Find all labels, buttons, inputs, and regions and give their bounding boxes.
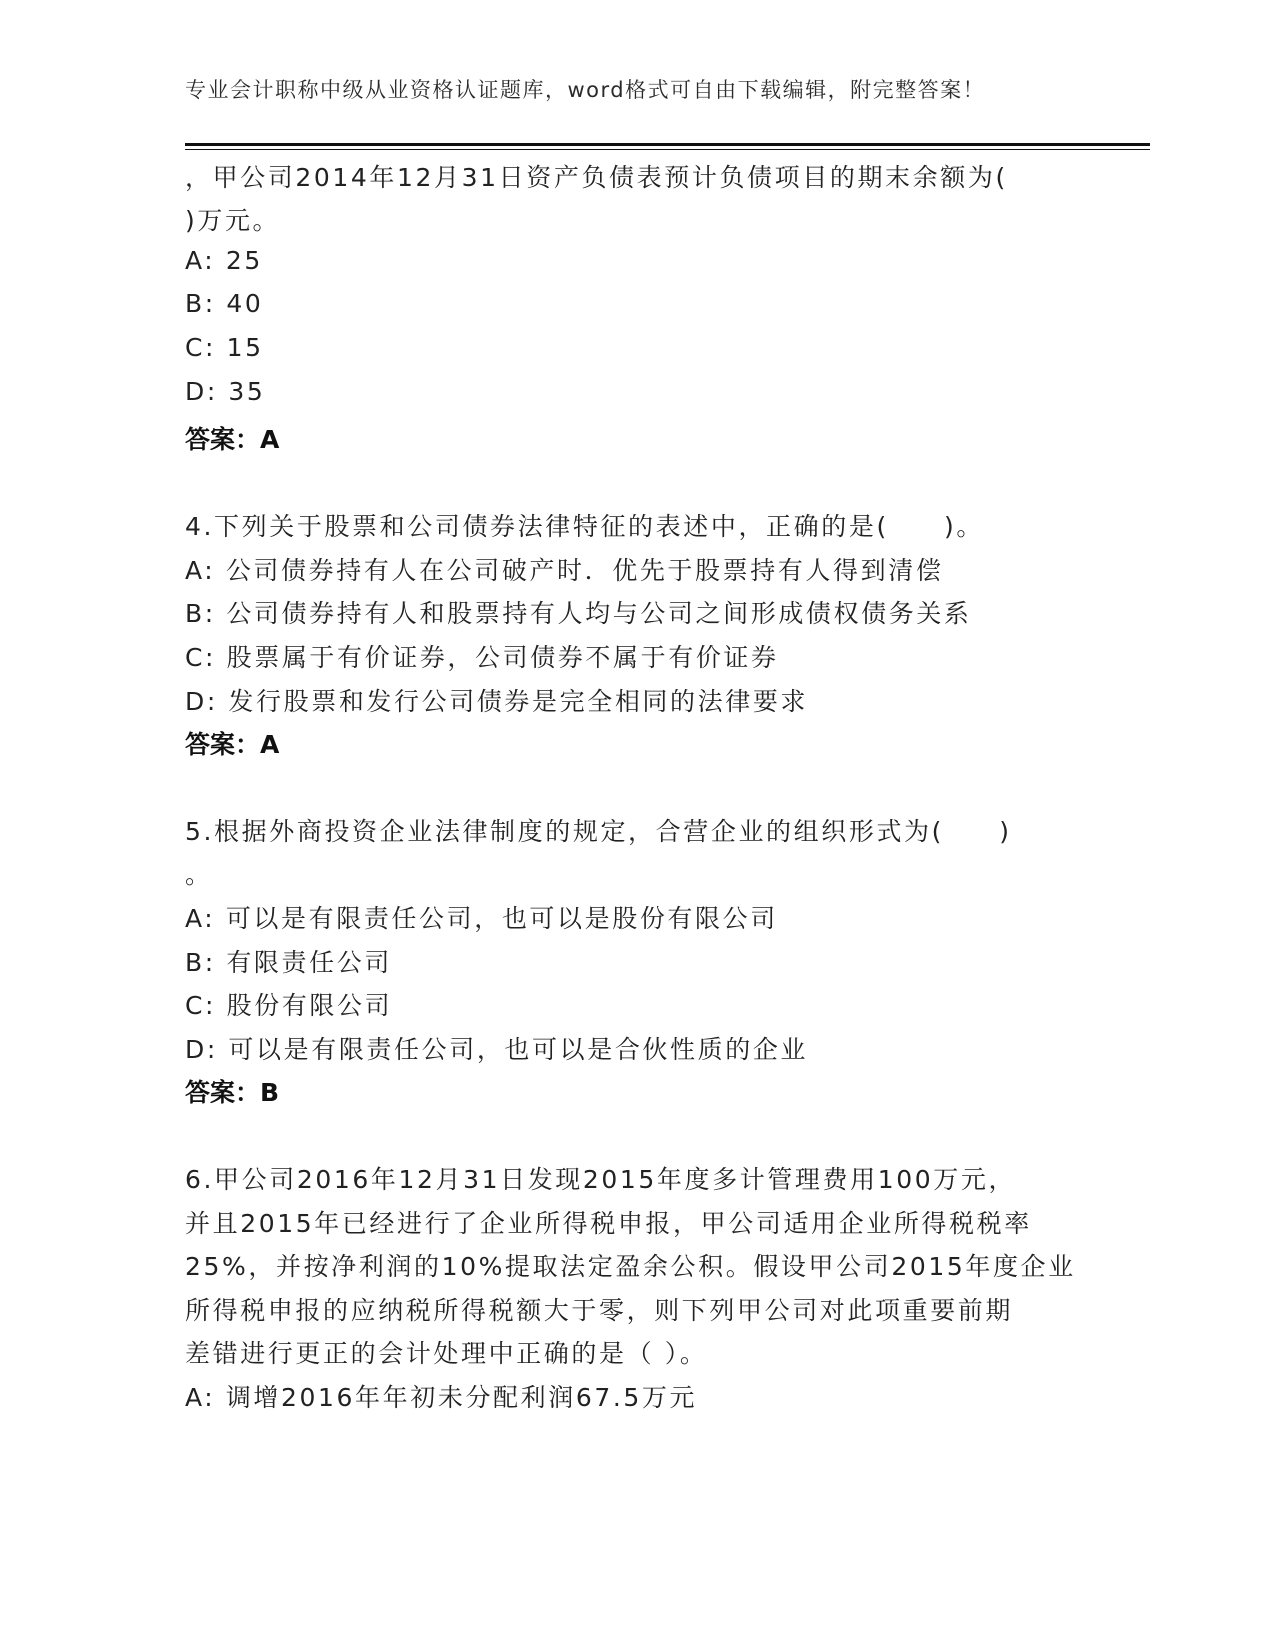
question-5-text-line-2: 。 bbox=[185, 860, 213, 889]
question-5-option-b: B: 有限责任公司 bbox=[185, 948, 392, 977]
question-3-option-d: D: 35 bbox=[185, 377, 266, 406]
question-4-option-c: C: 股票属于有价证券，公司债券不属于有价证券 bbox=[185, 643, 779, 672]
question-6-text-line-5: 差错进行更正的会计处理中正确的是（ ）。 bbox=[185, 1339, 708, 1368]
question-5-option-a: A: 可以是有限责任公司，也可以是股份有限公司 bbox=[185, 904, 778, 933]
question-5-option-d: D: 可以是有限责任公司，也可以是合伙性质的企业 bbox=[185, 1035, 809, 1064]
question-6-text-line-4: 所得税申报的应纳税所得税额大于零，则下列甲公司对此项重要前期 bbox=[185, 1296, 1014, 1325]
question-4-answer: 答案：A bbox=[185, 730, 280, 759]
question-4-option-d: D: 发行股票和发行公司债券是完全相同的法律要求 bbox=[185, 687, 809, 716]
question-5-text-line-1: 5.根据外商投资企业法律制度的规定，合营企业的组织形式为( ) bbox=[185, 817, 1012, 846]
question-5-answer: 答案：B bbox=[185, 1078, 280, 1107]
header-rule-thick bbox=[185, 143, 1150, 146]
question-5-option-c: C: 股份有限公司 bbox=[185, 991, 393, 1020]
question-3-answer: 答案：A bbox=[185, 425, 280, 454]
question-4-option-a: A: 公司债券持有人在公司破产时．优先于股票持有人得到清偿 bbox=[185, 556, 944, 585]
question-3-option-a: A: 25 bbox=[185, 246, 263, 275]
question-6-text-line-3: 25%，并按净利润的10%提取法定盈余公积。假设甲公司2015年度企业 bbox=[185, 1252, 1076, 1281]
question-3-option-b: B: 40 bbox=[185, 289, 264, 318]
question-6-option-a: A: 调增2016年年初未分配利润67.5万元 bbox=[185, 1383, 698, 1412]
page-header: 专业会计职称中级从业资格认证题库，word格式可自由下载编辑，附完整答案！ bbox=[185, 78, 986, 102]
question-6-text-line-1: 6.甲公司2016年12月31日发现2015年度多计管理费用100万元， bbox=[185, 1165, 1017, 1194]
question-6-text-line-2: 并且2015年已经进行了企业所得税申报，甲公司适用企业所得税税率 bbox=[185, 1209, 1032, 1238]
question-4-option-b: B: 公司债券持有人和股票持有人均与公司之间形成债权债务关系 bbox=[185, 599, 972, 628]
question-3-text-line-2: )万元。 bbox=[185, 206, 281, 235]
header-rule-thin bbox=[185, 149, 1150, 150]
question-3-option-c: C: 15 bbox=[185, 333, 264, 362]
question-3-text-line-1: ，甲公司2014年12月31日资产负债表预计负债项目的期末余额为( bbox=[185, 163, 1008, 192]
question-4-text-line-1: 4.下列关于股票和公司债券法律特征的表述中，正确的是( )。 bbox=[185, 512, 984, 541]
